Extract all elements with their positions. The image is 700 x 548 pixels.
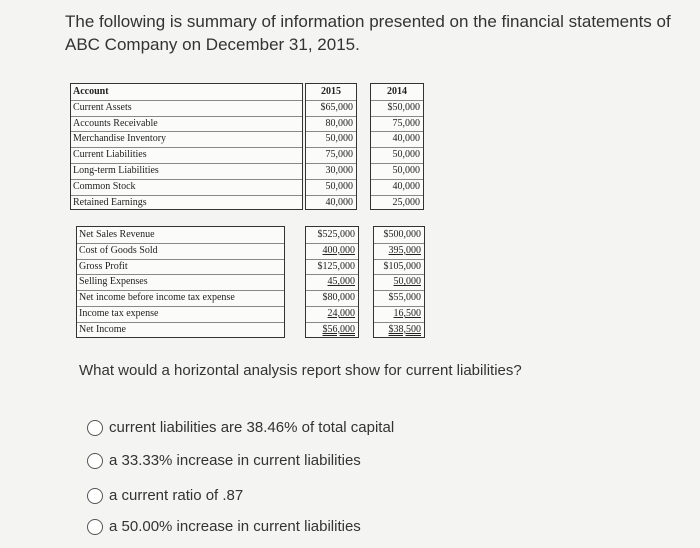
answer-option[interactable] xyxy=(87,487,243,504)
radio-button[interactable] xyxy=(87,519,103,535)
value-cell: $105,000 xyxy=(383,260,421,272)
value-cell: $55,000 xyxy=(388,292,421,304)
answer-option[interactable] xyxy=(87,452,361,469)
account-header: Account xyxy=(73,86,109,97)
value-cell: 40,000 xyxy=(392,180,420,192)
value-cell: $80,000 xyxy=(322,292,355,304)
answer-option-label: a 50.00% increase in current liabilities xyxy=(109,518,361,535)
account-cell: Current Liabilities xyxy=(73,149,147,161)
account-cell: Current Assets xyxy=(73,101,132,113)
value-cell: 50,000 xyxy=(393,276,421,288)
balance-2014-column xyxy=(370,83,424,210)
value-cell: 400,000 xyxy=(322,244,355,256)
account-cell: Net Sales Revenue xyxy=(79,229,155,240)
value-cell: 40,000 xyxy=(325,196,353,208)
radio-button[interactable] xyxy=(87,420,103,436)
value-cell: 395,000 xyxy=(388,244,421,256)
account-cell: Retained Earnings xyxy=(73,196,147,208)
value-cell: 16,500 xyxy=(393,308,421,319)
income-2015-column xyxy=(305,226,359,338)
value-cell: $50,000 xyxy=(387,101,420,113)
value-cell: 50,000 xyxy=(325,133,353,145)
question-text: What would a horizontal analysis report show for current liabilities? xyxy=(79,362,522,379)
value-cell: $56,000 xyxy=(322,323,355,335)
value-cell: 40,000 xyxy=(392,133,420,145)
account-cell: Cost of Goods Sold xyxy=(79,244,158,256)
radio-button[interactable] xyxy=(87,488,103,504)
value-cell: 30,000 xyxy=(325,165,353,176)
year-header-2015: 2015 xyxy=(321,86,341,97)
value-cell: $38,500 xyxy=(388,323,421,335)
value-cell: 45,000 xyxy=(327,276,355,288)
balance-2015-column xyxy=(305,83,357,210)
income-account-column xyxy=(76,226,285,338)
value-cell: 75,000 xyxy=(392,117,420,129)
year-header-2014: 2014 xyxy=(387,86,407,97)
value-cell: 50,000 xyxy=(392,165,420,176)
value-cell: 50,000 xyxy=(392,149,420,161)
value-cell: 50,000 xyxy=(325,180,353,192)
account-cell: Net income before income tax expense xyxy=(79,292,235,304)
account-cell: Long-term Liabilities xyxy=(73,165,159,176)
account-cell: Selling Expenses xyxy=(79,276,148,288)
answer-option-label: current liabilities are 38.46% of total capital xyxy=(109,419,395,436)
value-cell: $500,000 xyxy=(383,229,421,240)
question-intro: The following is summary of information presented on the financial statements of ABC Company on December 31, 2015. xyxy=(65,12,671,54)
value-cell: 75,000 xyxy=(325,149,353,161)
answer-option-label: a current ratio of .87 xyxy=(109,487,244,504)
value-cell: $65,000 xyxy=(320,101,353,113)
answer-option-label: a 33.33% increase in current liabilities xyxy=(109,452,361,469)
account-cell: Net Income xyxy=(79,323,126,335)
account-cell: Merchandise Inventory xyxy=(73,133,167,145)
balance-account-column xyxy=(70,83,303,210)
value-cell: $125,000 xyxy=(317,260,355,272)
income-2014-column xyxy=(373,226,425,338)
account-cell: Gross Profit xyxy=(79,260,128,272)
value-cell: 80,000 xyxy=(325,117,353,129)
answer-option[interactable] xyxy=(87,518,361,535)
value-cell: $525,000 xyxy=(317,229,355,240)
value-cell: 25,000 xyxy=(392,196,420,208)
answer-option[interactable] xyxy=(87,419,394,436)
account-cell: Income tax expense xyxy=(79,308,159,319)
account-cell: Accounts Receivable xyxy=(73,117,158,129)
account-cell: Common Stock xyxy=(73,180,136,192)
value-cell: 24,000 xyxy=(327,308,355,319)
radio-button[interactable] xyxy=(87,453,103,469)
